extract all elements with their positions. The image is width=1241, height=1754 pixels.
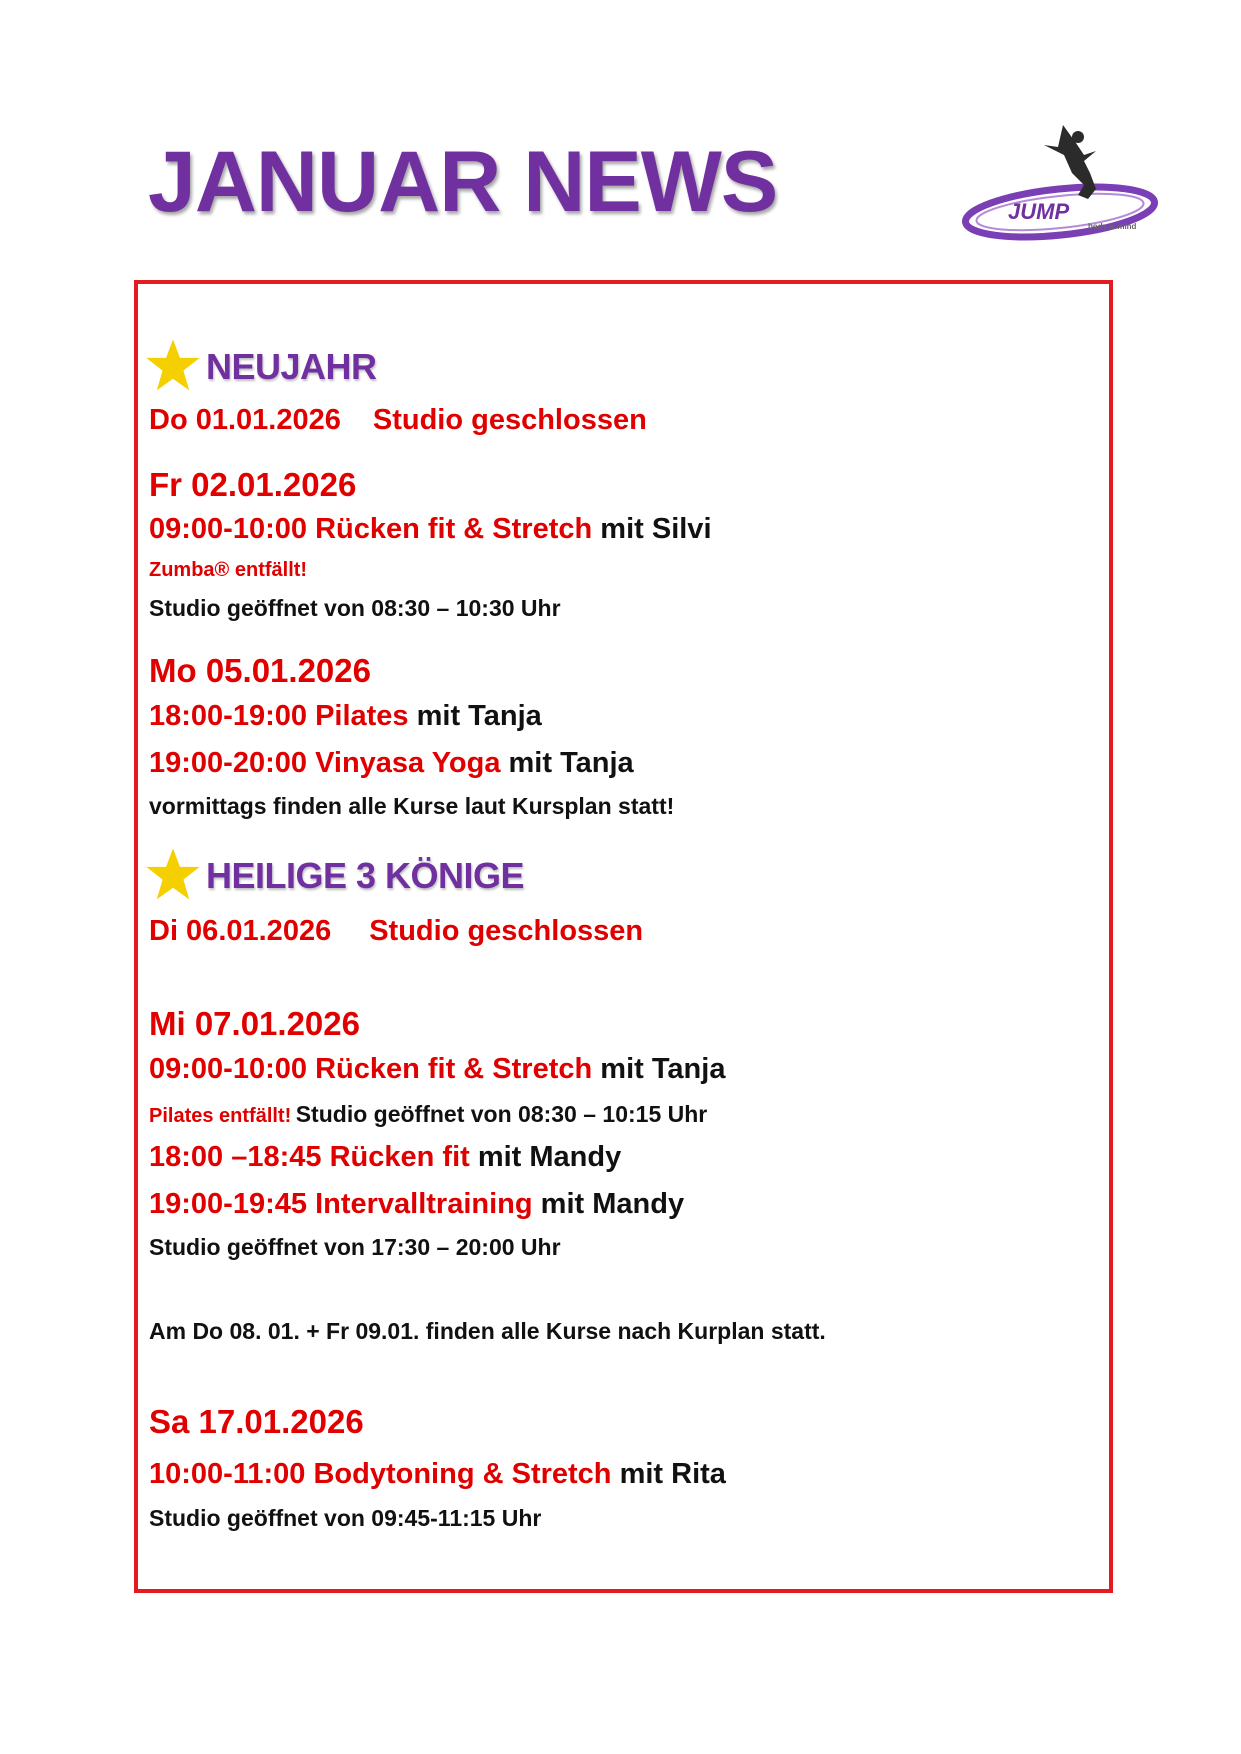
holiday-note: Studio geschlossen bbox=[372, 404, 647, 436]
course-trainer: mit Mandy bbox=[477, 1141, 622, 1173]
course-name: Rücken fit bbox=[329, 1141, 470, 1173]
cancel-note: Pilates entfällt! bbox=[149, 1105, 292, 1127]
course-row bbox=[149, 747, 634, 780]
course-row bbox=[149, 1141, 621, 1174]
logo-subtext: body & mind bbox=[1088, 222, 1137, 231]
course-time: 09:00-10:00 bbox=[149, 513, 307, 545]
course-row bbox=[149, 1053, 725, 1086]
course-trainer: mit Tanja bbox=[416, 700, 542, 732]
course-row bbox=[149, 1188, 684, 1221]
course-name: Rücken fit & Stretch bbox=[315, 1053, 593, 1085]
course-name: Pilates bbox=[315, 700, 409, 732]
holiday-date-row bbox=[149, 915, 643, 948]
day-date: Sa 17.01.2026 bbox=[149, 1403, 364, 1440]
course-name: Intervalltraining bbox=[315, 1188, 533, 1220]
notice: Am Do 08. 01. + Fr 09.01. finden alle Kurse nach Kurplan statt. bbox=[149, 1318, 826, 1344]
opening-hours: Studio geöffnet von 08:30 – 10:15 Uhr bbox=[295, 1101, 708, 1127]
course-row bbox=[149, 1458, 726, 1491]
holiday-date: Do 01.01.2026 bbox=[149, 404, 341, 436]
course-name: Vinyasa Yoga bbox=[315, 747, 501, 779]
course-trainer: mit Mandy bbox=[540, 1188, 685, 1220]
holiday-note: Studio geschlossen bbox=[369, 915, 644, 947]
opening-hours: Studio geöffnet von 09:45-11:15 Uhr bbox=[149, 1505, 542, 1531]
day-date: Mi 07.01.2026 bbox=[149, 1005, 360, 1042]
course-trainer: mit Silvi bbox=[600, 513, 712, 545]
course-time: 18:00-19:00 bbox=[149, 700, 307, 732]
logo-text: JUMP bbox=[1008, 199, 1070, 224]
course-row bbox=[149, 700, 542, 733]
course-trainer: mit Rita bbox=[619, 1458, 726, 1490]
course-row bbox=[149, 513, 712, 546]
day-date: Mo 05.01.2026 bbox=[149, 652, 371, 689]
opening-hours: Studio geöffnet von 08:30 – 10:30 Uhr bbox=[149, 595, 561, 621]
course-time: 19:00-20:00 bbox=[149, 747, 307, 779]
star-icon bbox=[144, 337, 202, 395]
course-time: 18:00 –18:45 bbox=[149, 1141, 322, 1173]
info-note: vormittags finden alle Kurse laut Kursplan statt! bbox=[149, 793, 675, 819]
holiday-name-heilige-3-koenige: HEILIGE 3 KÖNIGE bbox=[206, 855, 525, 896]
course-time: 10:00-11:00 bbox=[149, 1458, 306, 1490]
page-title: JANUAR NEWS bbox=[148, 134, 778, 230]
opening-hours: Studio geöffnet von 17:30 – 20:00 Uhr bbox=[149, 1234, 561, 1260]
course-time: 09:00-10:00 bbox=[149, 1053, 307, 1085]
holiday-name-neujahr: NEUJAHR bbox=[206, 346, 377, 387]
jump-logo bbox=[960, 115, 1165, 250]
course-name: Bodytoning & Stretch bbox=[313, 1458, 612, 1490]
course-name: Rücken fit & Stretch bbox=[315, 513, 593, 545]
course-trainer: mit Tanja bbox=[600, 1053, 726, 1085]
holiday-date-row bbox=[149, 404, 647, 437]
course-time: 19:00-19:45 bbox=[149, 1188, 307, 1220]
cancel-note: Zumba® entfällt! bbox=[149, 559, 308, 581]
star-icon bbox=[144, 846, 202, 904]
course-trainer: mit Tanja bbox=[508, 747, 634, 779]
day-date: Fr 02.01.2026 bbox=[149, 466, 357, 503]
cancel-open-row bbox=[149, 1101, 707, 1128]
holiday-date: Di 06.01.2026 bbox=[149, 915, 332, 947]
